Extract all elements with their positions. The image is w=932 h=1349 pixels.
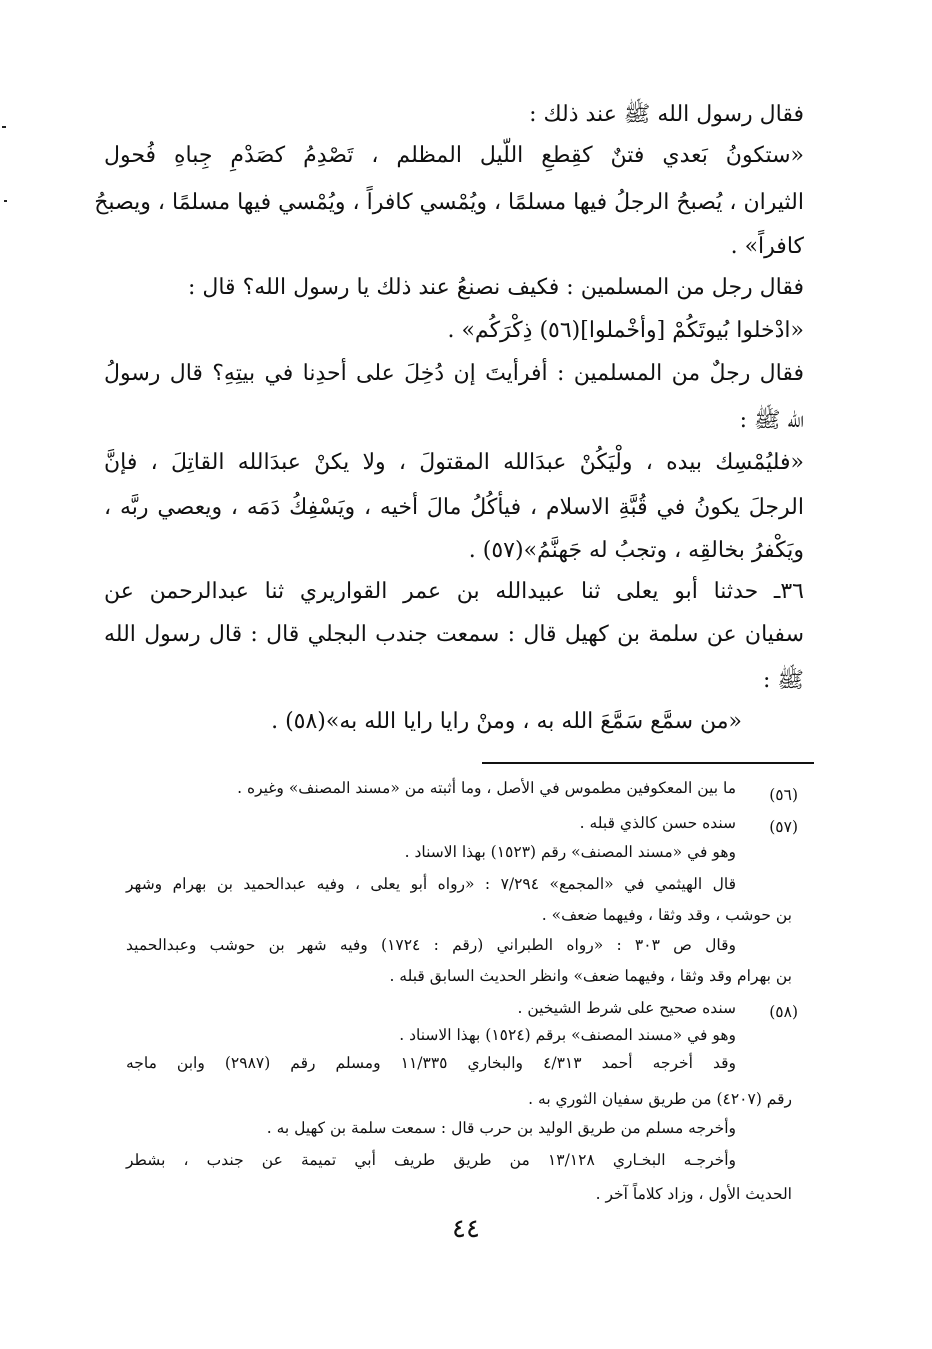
footnote-line: سنده صحيح على شرط الشيخين . xyxy=(517,999,736,1017)
main-text-line: ﷺ : xyxy=(763,668,804,693)
main-text-line: «ستكونُ بَعدي فتنٌ كقِطعِ اللّيل المظلم ، تَصْدِمُ كصَدْمِ جِباهِ فُحول xyxy=(104,143,804,168)
main-text-line: فقال رسول الله ﷺ عند ذلك : xyxy=(529,102,804,127)
main-text-line: «فليُمْسِك بيده ، ولْيَكُنْ عبدَالله المقتولَ ، ولا يكنْ عبدَالله القاتِلَ ، فإنَّ xyxy=(104,450,804,475)
main-text-line: الله ﷺ : xyxy=(739,408,804,433)
main-text-line: الثيران ، يُصبحُ الرجلُ فيها مسلمًا ، ويُمْسي كافراً ، ويُمْسي فيها مسلمًا ، ويصبحُ xyxy=(94,190,804,215)
main-text-line: «ادْخلوا بُيوتَكُمْ [وأخْملوا](٥٦) ذِكْرَكُم» . xyxy=(447,318,804,343)
main-text-line: «من سمَّع سَمَّعَ الله به ، ومنْ رايا رايا الله به»(٥٨) . xyxy=(271,709,742,734)
footnote-number: (٥٦) xyxy=(769,786,798,804)
main-text-line: كافراً» . xyxy=(730,234,804,259)
hadith-chain-line: سفيان عن سلمة بن كهيل قال : سمعت جندب البجلي قال : قال رسول الله xyxy=(104,622,804,647)
main-text-line: ويَكْفرُ بخالقِه ، وتجبُ له جَهنَّمُ»(٥٧) . xyxy=(468,538,804,563)
scan-speck xyxy=(4,200,7,202)
page-number: ٤٤ xyxy=(452,1214,480,1244)
footnote-number: (٥٧) xyxy=(769,818,798,836)
footnote-number: (٥٨) xyxy=(769,1003,798,1021)
footnote-line: رقم (٤٢٠٧) من طريق سفيان الثوري به . xyxy=(528,1090,792,1108)
footnote-line: وأخرجـه البخـاري ١٣/١٢٨ من طريق طريف أبي تميمة عن جندب ، بشطر xyxy=(126,1151,737,1169)
footnote-line: وهو في «مسند المصنف» برقم (١٥٢٤) بهذا الاسناد . xyxy=(399,1026,736,1044)
main-text-line: الرجلَ يكونُ في قُبَّةِ الاسلام ، فيأكُلُ مالَ أخيه ، ويَسْفِكُ دَمَه ، ويعصي ربَّه ، xyxy=(104,495,804,520)
footnote-line: بن حوشب ، وقد وثقا ، وفيهما ضعف» . xyxy=(541,906,792,924)
footnote-line: ما بين المعكوفين مطموس في الأصل ، وما أثبته من «مسند المصنف» وغيره . xyxy=(237,779,736,797)
footnote-separator xyxy=(482,762,814,764)
main-text-line: فقال رجلٌ من المسلمين : أفرأيتَ إن دُخِلَ على أحدِنا في بيتِهِ؟ قال رسولُ xyxy=(104,361,804,386)
hadith-chain-line: ٣٦ـ حدثنا أبو يعلى ثنا عبيدالله بن عمر القواريري ثنا عبدالرحمن عن xyxy=(104,579,804,604)
main-text-line: فقال رجل من المسلمين : فكيف نصنعُ عند ذلك يا رسول الله؟ قال : xyxy=(187,275,804,300)
footnote-line: وقد أخرجه أحمد ٤/٣١٣ والبخاري ١١/٣٣٥ ومسلم رقم (٢٩٨٧) وابن ماجه xyxy=(126,1054,736,1072)
footnote-line: وأخرجه مسلم من طريق الوليد بن حرب قال : سمعت سلمة بن كهيل به . xyxy=(266,1119,736,1137)
footnote-line: قال الهيثمي في «المجمع» ٧/٢٩٤ : «رواه أبو يعلى ، وفيه عبدالحميد بن بهرام وشهر xyxy=(126,875,737,893)
footnote-line: سنده حسن كالذي قبله . xyxy=(579,814,736,832)
footnote-line: الحديث الأول ، وزاد كلاماً آخر . xyxy=(595,1185,792,1203)
footnote-line: وهو في «مسند المصنف» رقم (١٥٢٣) بهذا الاسناد . xyxy=(404,843,736,861)
scan-speck xyxy=(2,126,6,128)
footnote-line: بن بهرام وقد وثقا ، وفيهما ضعف» وانظر الحديث السابق قبله . xyxy=(389,967,792,985)
footnote-line: وقال ص ٣٠٣ : «رواه الطبراني (رقم : ١٧٢٤) وفيه شهر بن حوشب وعبدالحميد xyxy=(126,936,736,954)
